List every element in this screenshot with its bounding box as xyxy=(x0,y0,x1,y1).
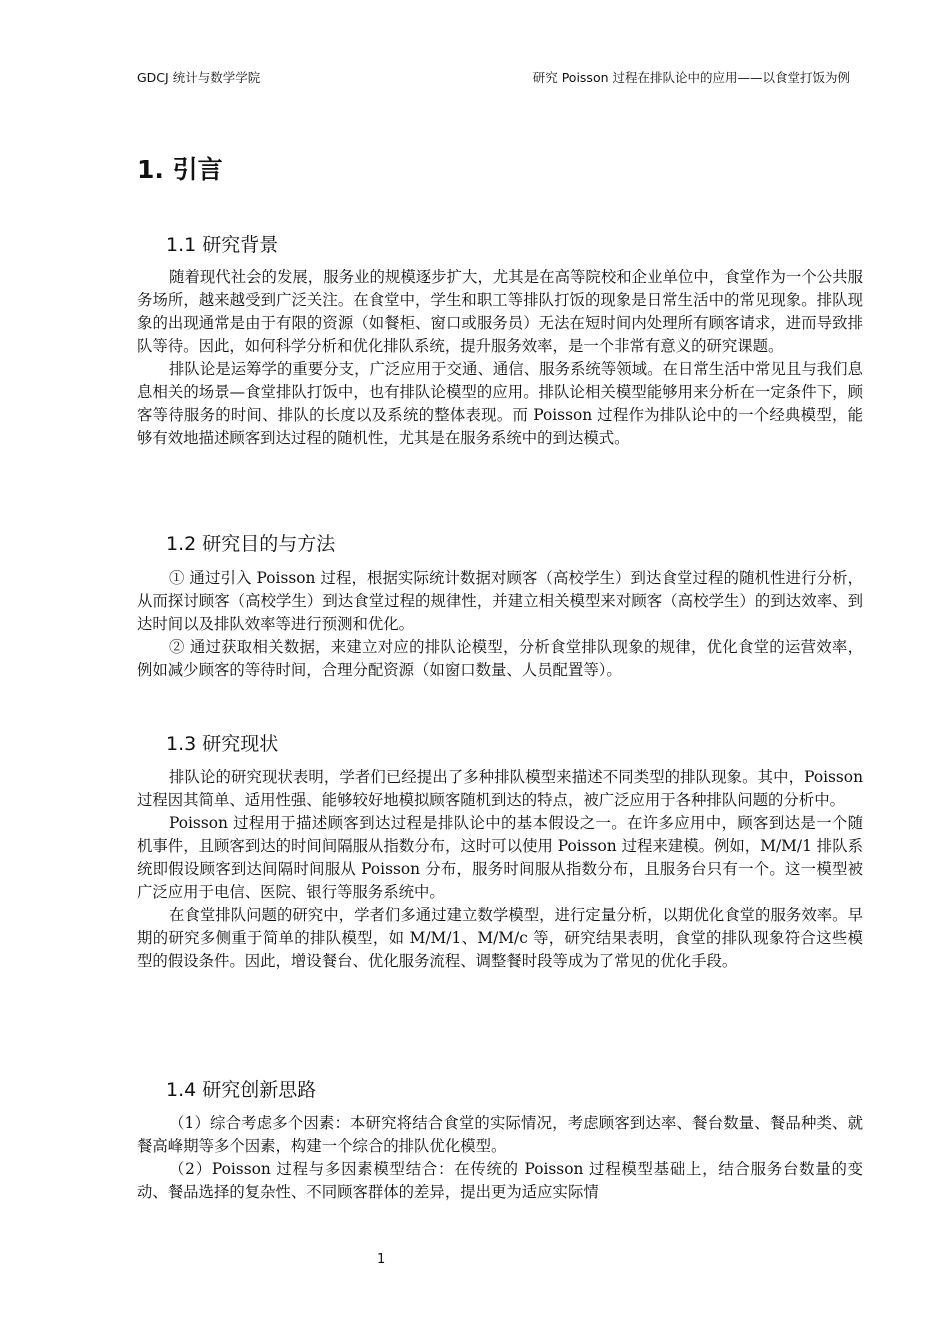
paragraph: ① 通过引入 Poisson 过程，根据实际统计数据对顾客（高校学生）到达食堂过程的随机性进行分析，从而探讨顾客（高校学生）到达食堂过程的规律性，并建立相关模型来对顾客（高校学生）的到达效率、到达时间以及排队效率等进行预测和优化。 xyxy=(137,569,863,633)
paragraph: 排队论是运筹学的重要分支，广泛应用于交通、通信、服务系统等领域。在日常生活中常见且与我们息息相关的场景—食堂排队打饭中，也有排队论模型的应用。排队论相关模型能够用来分析在一定条件下，顾客等待服务的时间、排队的长度以及系统的整体表现。而 Poisson 过程作为排队论中的一个经典模型，能够有效地描述顾客到达过程的随机性，尤其是在服务系统中的到达模式。 xyxy=(137,360,863,447)
paragraph: Poisson 过程用于描述顾客到达过程是排队论中的基本假设之一。在许多应用中，顾客到达是一个随机事件，且顾客到达的时间间隔服从指数分布，这时可以使用 Poisson 过程来建模。例如，M/M/1 排队系统即假设顾客到达间隔时间服从 Poisson 分布，服务时间服从指数分布，且服务台只有一个。这一模型被广泛应用于电信、医院、银行等服务系统中。 xyxy=(137,814,863,901)
section-title-1-1: 1.1 研究背景 xyxy=(166,234,279,256)
page-number: 1 xyxy=(377,1252,386,1267)
section-title-1-3: 1.3 研究现状 xyxy=(166,733,279,755)
section-title-1-4: 1.4 研究创新思路 xyxy=(166,1079,317,1101)
section-body-1-4 xyxy=(137,1112,863,1204)
section-body-1-2 xyxy=(137,567,863,682)
paragraph: 排队论的研究现状表明，学者们已经提出了多种排队模型来描述不同类型的排队现象。其中，Poisson 过程因其简单、适用性强、能够较好地模拟顾客随机到达的特点，被广泛应用于各种排队问题的分析中。 xyxy=(137,768,863,809)
chapter-title: 1. 引言 xyxy=(137,155,223,184)
paragraph: （1）综合考虑多个因素：本研究将结合食堂的实际情况，考虑顾客到达率、餐台数量、餐品种类、就餐高峰期等多个因素，构建一个综合的排队优化模型。 xyxy=(137,1114,863,1155)
page-header xyxy=(137,68,850,86)
paragraph: ② 通过获取相关数据，来建立对应的排队论模型，分析食堂排队现象的规律，优化食堂的运营效率，例如减少顾客的等待时间，合理分配资源（如窗口数量、人员配置等）。 xyxy=(137,638,863,679)
paragraph: 随着现代社会的发展，服务业的规模逐步扩大，尤其是在高等院校和企业单位中，食堂作为一个公共服务场所，越来越受到广泛关注。在食堂中，学生和职工等排队打饭的现象是日常生活中的常见现象。排队现象的出现通常是由于有限的资源（如餐柜、窗口或服务员）无法在短时间内处理所有顾客请求，进而导致排队等待。因此，如何科学分析和优化排队系统，提升服务效率，是一个非常有意义的研究课题。 xyxy=(137,268,863,355)
header-left: GDCJ 统计与数学学院 xyxy=(137,70,261,85)
paragraph: 在食堂排队问题的研究中，学者们多通过建立数学模型，进行定量分析，以期优化食堂的服务效率。早期的研究多侧重于简单的排队模型，如 M/M/1、M/M/c 等，研究结果表明，食堂的排队现象符合这些模型的假设条件。因此，增设餐台、优化服务流程、调整餐时段等成为了常见的优化手段。 xyxy=(137,906,863,970)
header-right: 研究 Poisson 过程在排队论中的应用——以食堂打饭为例 xyxy=(532,70,850,85)
paragraph: （2）Poisson 过程与多因素模型结合：在传统的 Poisson 过程模型基础上，结合服务台数量的变动、餐品选择的复杂性、不同顾客群体的差异，提出更为适应实际情 xyxy=(137,1160,863,1201)
section-body-1-1 xyxy=(137,266,863,450)
section-title-1-2: 1.2 研究目的与方法 xyxy=(166,533,336,555)
section-body-1-3 xyxy=(137,766,863,973)
